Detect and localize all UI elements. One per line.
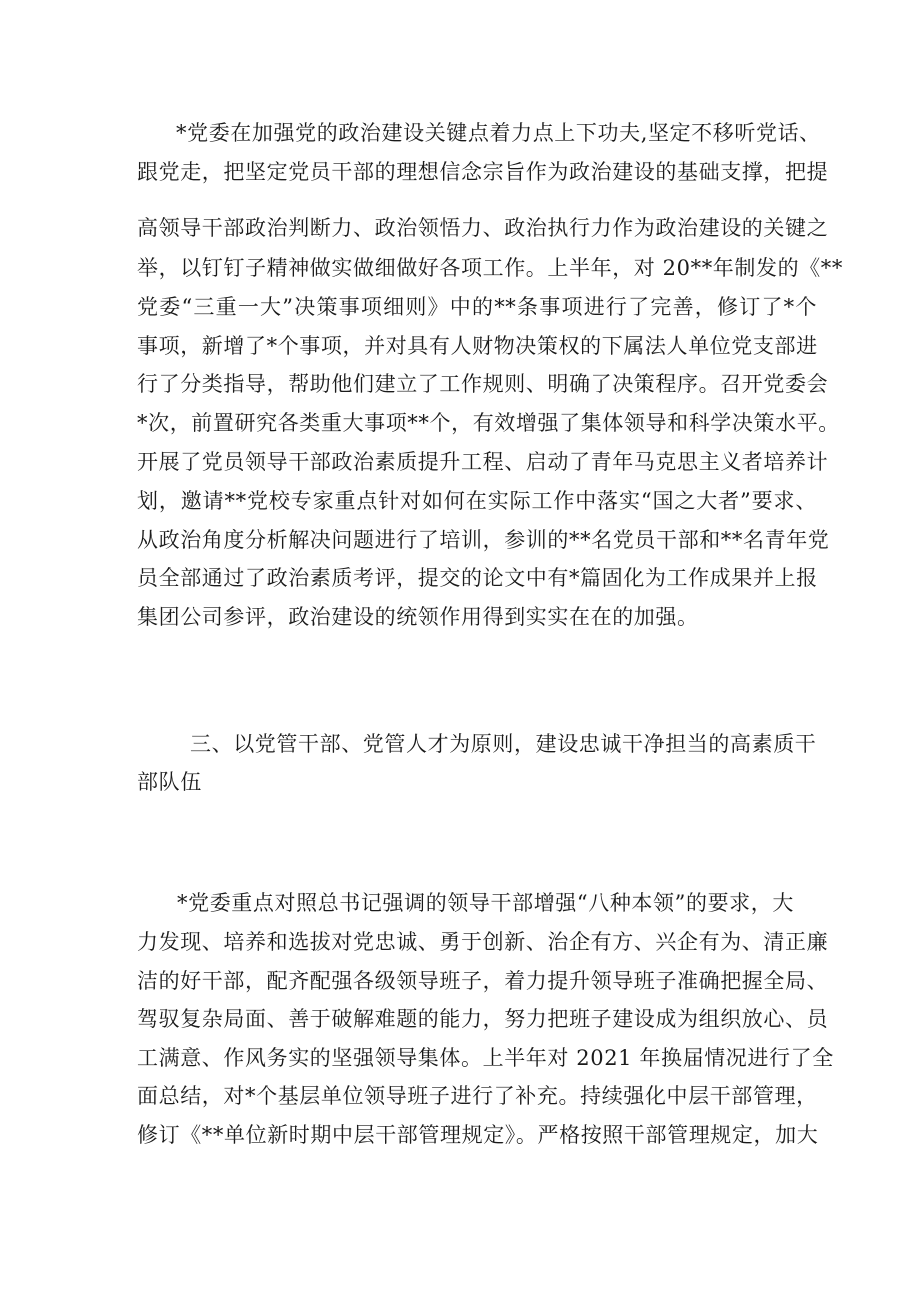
text-line: *次，前置研究各类重大事项**个，有效增强了集体领导和科学决策水平。 [137,411,840,435]
text-line: 事项，新增了*个事项，并对具有人财物决策权的下属法人单位党支部进 [137,334,818,358]
text-line: 修订《**单位新时期中层干部管理规定》。严格按照干部管理规定，加大 [137,1123,819,1147]
heading-line: 三、以党管干部、党管人才为原则，建设忠诚干净担当的高素质干 [190,732,817,756]
text-line: 工满意、作风务实的坚强领导集体。上半年对 2021 年换届情况进行了全 [137,1046,834,1070]
text-line: 集团公司参评，政治建设的统领作用得到实实在在的加强。 [137,605,699,629]
text-line: 举，以钉钉子精神做实做细做好各项工作。上半年，对 20**年制发的《** [137,256,843,280]
text-line: 跟党走，把坚定党员干部的理想信念宗旨作为政治建设的基础支撑，把提 [137,160,829,184]
text-line: 党委“三重一大”决策事项细则》中的**条事项进行了完善，修订了*个 [137,295,817,319]
text-line: 开展了党员领导干部政治素质提升工程、启动了青年马克思主义者培养计 [137,450,829,474]
text-line: 高领导干部政治判断力、政治领悟力、政治执行力作为政治建设的关键之 [137,216,829,240]
text-line: 划，邀请**党校专家重点针对如何在实际工作中落实“国之大者”要求、 [137,489,817,513]
heading-line: 部队伍 [137,770,202,794]
text-line: 员全部通过了政治素质考评，提交的论文中有*篇固化为工作成果并上报 [137,566,818,590]
text-line: 驾驭复杂局面、善于破解难题的能力，努力把班子建设成为组织放心、员 [137,1007,829,1031]
text-line: 行了分类指导，帮助他们建立了工作规则、明确了决策程序。召开党委会 [137,372,829,396]
text-line: 从政治角度分析解决问题进行了培训，参训的**名党员干部和**名青年党 [137,528,830,552]
text-line: 面总结，对*个基层单位领导班子进行了补充。持续强化中层干部管理， [137,1084,818,1108]
text-line: 洁的好干部，配齐配强各级领导班子，着力提升领导班子准确把握全局、 [137,969,829,993]
text-line: 力发现、培养和选拔对党忠诚、勇于创新、治企有方、兴企有为、清正廉 [137,930,829,954]
text-line: *党委重点对照总书记强调的领导干部增强“八种本领”的要求，大 [177,891,794,915]
text-line: *党委在加强党的政治建设关键点着力点上下功夫,坚定不移听党话、 [176,121,821,145]
